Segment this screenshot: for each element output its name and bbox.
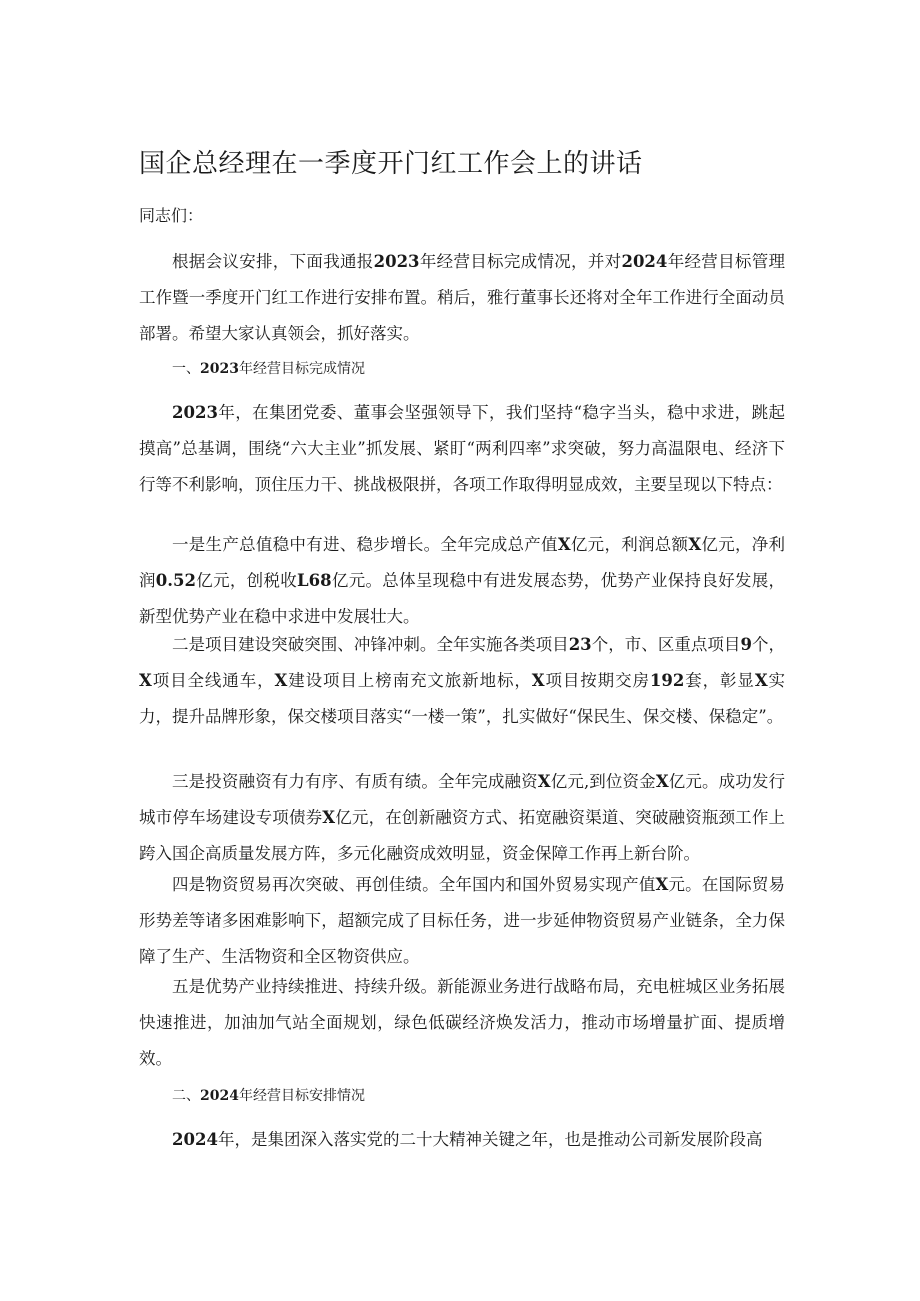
paragraph-point-2: 二是项目建设突破突围、冲锋冲刺。全年实施各类项目23个，市、区重点项目9个，X项目全线通车，X建设项目上榜南充文旅新地标，X项目按期交房192套，彰显X实力，提升品牌形象，保交楼项目落实“一楼一策”，扎实做好“保民生、保交楼、保稳定”。 xyxy=(139,635,786,726)
paragraph-point-1: 一是生产总值稳中有进、稳步增长。全年完成总产值X亿元，利润总额X亿元，净利润0.52亿元，创税收L68亿元。总体呈现稳中有进发展态势，优势产业保持良好发展，新型优势产业在稳中求进中发展壮大。 xyxy=(139,535,786,626)
paragraph-2023-summary: 2023年，在集团党委、董事会坚强领导下，我们坚持“稳字当头，稳中求进，跳起摸高”总基调，围绕“六大主业”抓发展、紧盯“两利四率”求突破，努力高温限电、经济下行等不利影响，顶住压力干、挑战极限拼，各项工作取得明显成效，主要呈现以下特点： xyxy=(139,403,785,494)
paragraph-point-4: 四是物资贸易再次突破、再创佳绩。全年国内和国外贸易实现产值X元。在国际贸易形势差等诸多困难影响下，超额完成了目标任务，进一步延伸物资贸易产业链条，全力保障了生产、生活物资和全区物资供应。 xyxy=(139,875,785,966)
paragraph-point-3: 三是投资融资有力有序、有质有绩。全年完成融资X亿元,到位资金X亿元。成功发行城市停车场建设专项债券X亿元，在创新融资方式、拓宽融资渠道、突破融资瓶颈工作上跨入国企高质量发展方阵，多元化融资成效明显，资金保障工作再上新台阶。 xyxy=(139,772,786,863)
paragraph-2024-intro: 2024年，是集团深入落实党的二十大精神关键之年，也是推动公司新发展阶段高 xyxy=(172,1130,763,1149)
section-heading-2024: 二、2024年经营目标安排情况 xyxy=(172,1088,365,1104)
intro-paragraph: 根据会议安排，下面我通报2023年经营目标完成情况，并对2024年经营目标管理工作暨一季度开门红工作进行安排布置。稍后，雅行董事长还将对全年工作进行全面动员部署。希望大家认真领会，抓好落实。 xyxy=(139,252,786,343)
greeting: 同志们： xyxy=(139,206,204,225)
document-title: 国企总经理在一季度开门红工作会上的讲话 xyxy=(139,149,643,179)
paragraph-point-5: 五是优势产业持续推进、持续升级。新能源业务进行战略布局，充电桩城区业务拓展快速推进，加油加气站全面规划，绿色低碳经济焕发活力，推动市场增量扩面、提质增效。 xyxy=(139,977,785,1068)
section-heading-2023: 一、2023年经营目标完成情况 xyxy=(172,361,365,377)
